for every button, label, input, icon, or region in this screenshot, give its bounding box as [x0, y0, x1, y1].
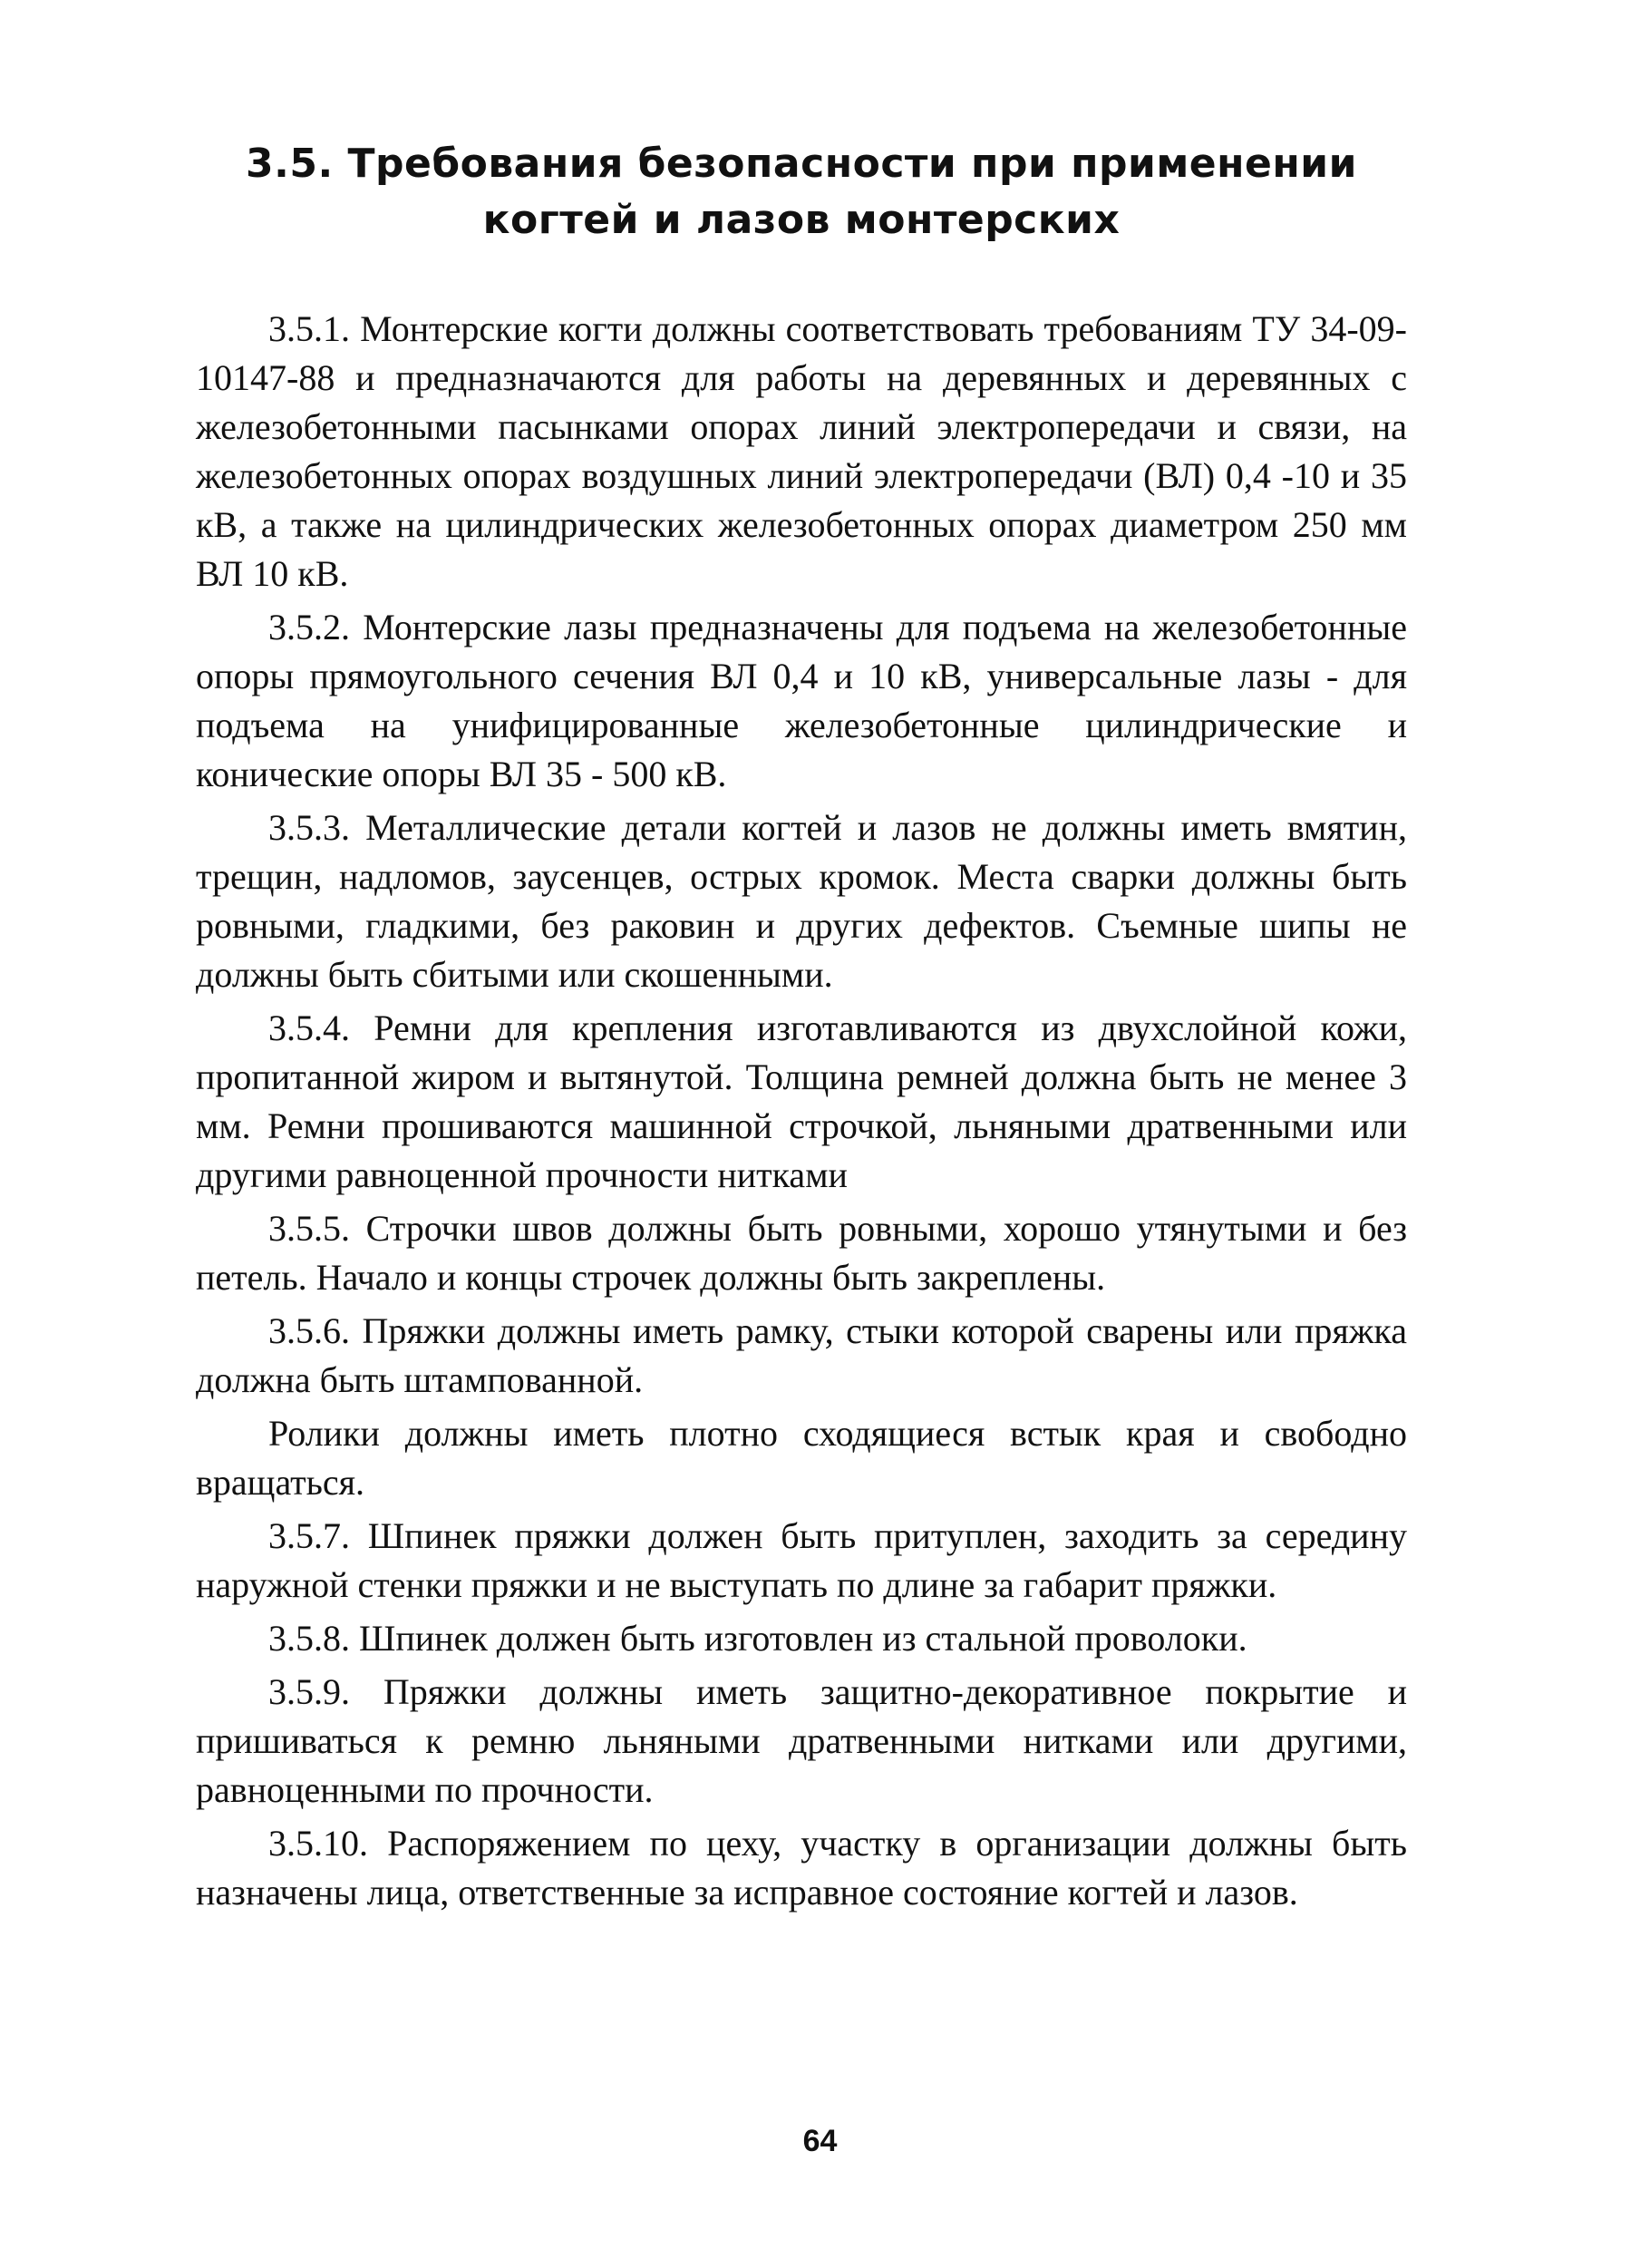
section-heading	[196, 136, 1407, 248]
document-page	[196, 136, 1407, 1922]
paragraph-rollers: Ролики должны иметь плотно сходящиеся встык края и свободно вращаться.	[196, 1413, 1407, 1503]
page-number: 64	[802, 2124, 838, 2158]
paragraph-3-5-2: 3.5.2. Монтерские лазы предназначены для подъема на железобетонные опоры прямоугольного сечения ВЛ 0,4 и 10 кВ, универсальные лазы - для подъема на унифицированные железобетонные цилиндрические и конические опоры ВЛ 35 - 500 кВ.	[196, 607, 1407, 794]
paragraph-3-5-5: 3.5.5. Строчки швов должны быть ровными, хорошо утянутыми и без петель. Начало и концы строчек должны быть закреплены.	[196, 1208, 1407, 1298]
paragraph-3-5-10: 3.5.10. Распоряжением по цеху, участку в организации должны быть назначены лица, ответственные за исправное состояние когтей и лазов.	[196, 1823, 1407, 1913]
paragraph-3-5-3: 3.5.3. Металлические детали когтей и лазов не должны иметь вмятин, трещин, надломов, заусенцев, острых кромок. Места сварки должны быть ровными, гладкими, без раковин и других дефектов. Съемные шипы не должны быть сбитыми или скошенными.	[196, 807, 1407, 995]
section-heading-line-1: 3.5. Требования безопасности при применении	[246, 141, 1357, 187]
paragraph-3-5-4: 3.5.4. Ремни для крепления изготавливаются из двухслойной кожи, пропитанной жиром и вытянутой. Толщина ремней должна быть не менее 3 мм. Ремни прошиваются машинной строчкой, льняными дратвенными или другими равноценной прочности нитками	[196, 1007, 1407, 1195]
paragraph-3-5-7: 3.5.7. Шпинек пряжки должен быть притуплен, заходить за середину наружной стенки пряжки и не выступать по длине за габарит пряжки.	[196, 1515, 1407, 1605]
paragraph-3-5-9: 3.5.9. Пряжки должны иметь защитно-декоративное покрытие и пришиваться к ремню льняными дратвенными нитками или другими, равноценными по прочности.	[196, 1671, 1407, 1810]
paragraph-3-5-8: 3.5.8. Шпинек должен быть изготовлен из стальной проволоки.	[268, 1618, 1247, 1659]
section-heading-line-2: когтей и лазов монтерских	[482, 197, 1121, 243]
paragraph-3-5-6: 3.5.6. Пряжки должны иметь рамку, стыки которой сварены или пряжка должна быть штампованной.	[196, 1310, 1407, 1400]
paragraph-3-5-1: 3.5.1. Монтерские когти должны соответствовать требованиям ТУ 34-09-10147-88 и предназначаются для работы на деревянных и деревянных с железобетонными пасынками опорах линий электропередачи и связи, на железобетонных опорах воздушных линий электропередачи (ВЛ) 0,4 -10 и 35 кВ, а также на цилиндрических железобетонных опорах диаметром 250 мм ВЛ 10 кВ.	[196, 308, 1407, 594]
